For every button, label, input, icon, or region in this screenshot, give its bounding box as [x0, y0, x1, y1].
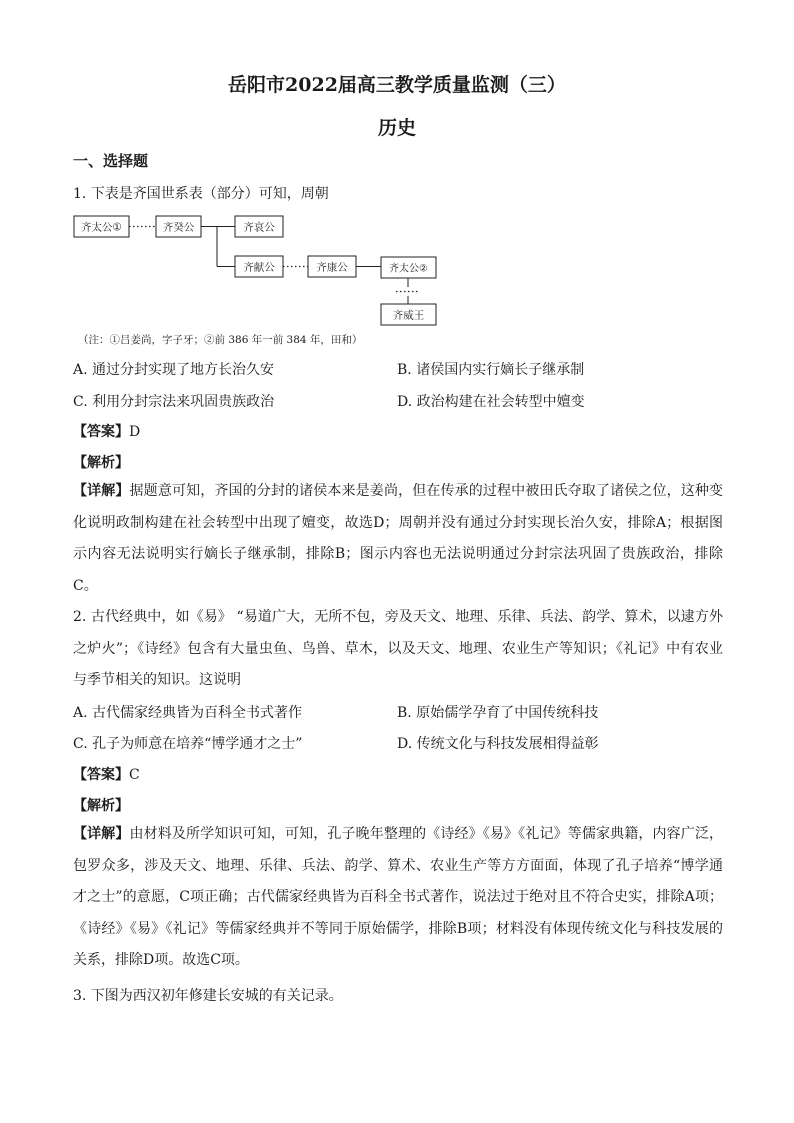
q1-option-b: B. 诸侯国内实行嫡长子继承制 — [397, 362, 585, 378]
q3-stem: 3. 下图为西汉初年修建长安城的有关记录。 — [73, 988, 343, 1004]
label-yigong: 齐癸公 — [162, 221, 195, 234]
q1-option-a: A. 通过分封实现了地方长治久安 — [73, 362, 275, 378]
label-aigong: 齐哀公 — [243, 221, 275, 234]
q1-note: （注：①吕姜尚，字子牙；②前 386 年一前 384 年，田和） — [78, 334, 363, 346]
genealogy-diagram — [70, 208, 450, 328]
label-kanggong: 齐康公 — [316, 261, 348, 274]
answer-value: D — [129, 424, 141, 440]
section-heading: 一、选择题 — [73, 152, 149, 170]
detail-label: 【详解】 — [73, 826, 130, 842]
answer-label: 【答案】 — [73, 767, 129, 783]
q2-option-d: D. 传统文化与科技发展相得益彰 — [397, 736, 599, 752]
label-taigong2: 齐太公② — [389, 263, 428, 275]
q2-option-b: B. 原始儒学孕育了中国传统科技 — [397, 705, 599, 721]
detail-text: 由材料及所学知识可知，可知，孔子晚年整理的《诗经》《易》《礼记》等儒家典籍，内容广泛，包罗众多，涉及天文、地理、乐律、兵法、韵学、算术、农业生产等方方面面，体现了孔子培养“博学通才之士”的意愿，C项正确；古代儒家经典皆为百科全书式著作，说法过于绝对且不符合史实，排除A项；《诗经》《易》《礼记》等儒家经典并不等同于原始儒学，排除B项；材料没有体现传统文化与科技发展的关系，排除D项。故选C项。 — [73, 826, 724, 968]
label-taigong1: 齐太公① — [81, 221, 122, 234]
q1-option-d: D. 政治构建在社会转型中嬗变 — [397, 394, 585, 410]
q2-analysis-label: 【解析】 — [73, 798, 129, 814]
detail-label: 【详解】 — [73, 483, 130, 499]
q2-detail — [73, 819, 723, 977]
q1-option-c: C. 利用分封宗法来巩固贵族政治 — [73, 394, 275, 410]
detail-text: 据题意可知，齐国的分封的诸侯本来是姜尚，但在传承的过程中被田氏夺取了诸侯之位，这种变化说明政制构建在社会转型中出现了嬗变，故选D；周朝并没有通过分封实现长治久安，排除A；根据图示内容无法说明实行嫡长子继承制，排除B；图示内容也无法说明通过分封宗法巩固了贵族政治，排除C。 — [73, 483, 724, 594]
q2-option-c: C. 孔子为师意在培养“博学通才之士” — [73, 736, 303, 752]
q2-stem: 2. 古代经典中，如《易》 “易道广大，无所不包，旁及天文、地理、乐律、兵法、韵学、算术，以逮方外之炉火”；《诗经》包含有大量虫鱼、鸟兽、草木，以及天文、地理、农业生产等知识；《礼记》中有农业与季节相关的知识。这说明 — [73, 609, 723, 688]
q1-detail — [73, 476, 723, 602]
label-xiangong: 齐献公 — [243, 261, 275, 274]
label-weiwang: 齐威王 — [392, 309, 425, 322]
q1-analysis-label: 【解析】 — [73, 455, 129, 471]
q2-answer — [73, 764, 140, 784]
answer-value: C — [129, 767, 140, 783]
q1-answer — [73, 421, 140, 441]
subject-title: 历史 — [377, 117, 416, 139]
exam-title: 岳阳市2022届高三教学质量监测（三） — [228, 74, 566, 96]
q1-stem: 1. 下表是齐国世系表（部分）可知，周朝 — [73, 186, 329, 202]
q2-option-a: A. 古代儒家经典皆为百科全书式著作 — [73, 705, 303, 721]
answer-label: 【答案】 — [73, 424, 129, 440]
